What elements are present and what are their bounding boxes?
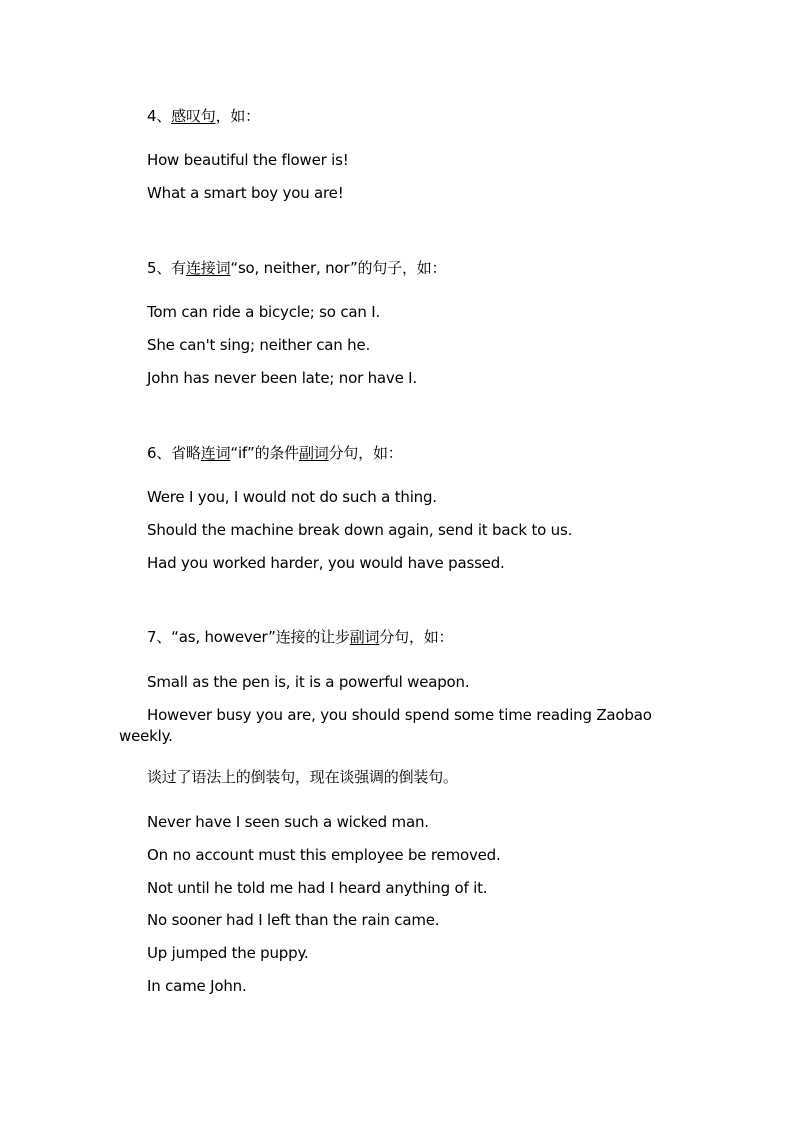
example-sentence: Had you worked harder, you would have passed. [147,554,505,572]
section-5-heading [147,258,446,278]
example-sentence: No sooner had I left than the rain came. [147,911,440,929]
heading-text: “if”的条件 [230,444,299,462]
heading-term: 感叹句 [171,107,216,125]
example-sentence: In came John. [147,977,247,995]
section-6-heading [147,443,403,463]
heading-text: 有 [171,259,186,277]
section-number: 5、 [147,259,172,277]
example-sentence: Never have I seen such a wicked man. [147,813,429,831]
example-sentence: John has never been late; nor have I. [147,369,417,387]
example-sentence: Tom can ride a bicycle; so can I. [147,303,381,321]
example-sentence: Up jumped the puppy. [147,944,309,962]
example-sentence: Were I you, I would not do such a thing. [147,488,437,506]
heading-text: 省略 [171,444,201,462]
heading-term: 副词 [349,628,380,646]
example-sentence: Should the machine break down again, send it back to us. [147,521,573,539]
example-sentence: She can't sing; neither can he. [147,336,371,354]
heading-term: 连词 [200,444,231,462]
heading-text: 分句，如： [328,444,403,462]
section-4-heading [147,106,260,126]
example-sentence: How beautiful the flower is! [147,151,349,169]
example-sentence: Small as the pen is, it is a powerful weapon. [147,673,470,691]
heading-text: 分句，如： [379,628,454,646]
heading-text: “as, however”连接的让步 [171,628,350,646]
heading-term: 连接词 [185,259,231,277]
heading-text: “so, neither, nor”的句子，如： [230,259,447,277]
section-number: 6、 [147,444,172,462]
example-sentence: Not until he told me had I heard anything of it. [147,879,488,897]
example-sentence-wrapped: However busy you are, you should spend some time reading Zaobao [147,706,652,724]
section-number: 4、 [147,107,172,125]
example-sentence: What a smart boy you are! [147,184,344,202]
section-number: 7、 [147,628,172,646]
section-7-heading [147,627,453,647]
heading-text: ，如： [215,107,260,125]
example-sentence: On no account must this employee be removed. [147,846,501,864]
example-sentence-continuation: weekly. [119,727,173,745]
transition-sentence: 谈过了语法上的倒装句，现在谈强调的倒装句。 [147,768,458,786]
heading-term: 副词 [298,444,329,462]
